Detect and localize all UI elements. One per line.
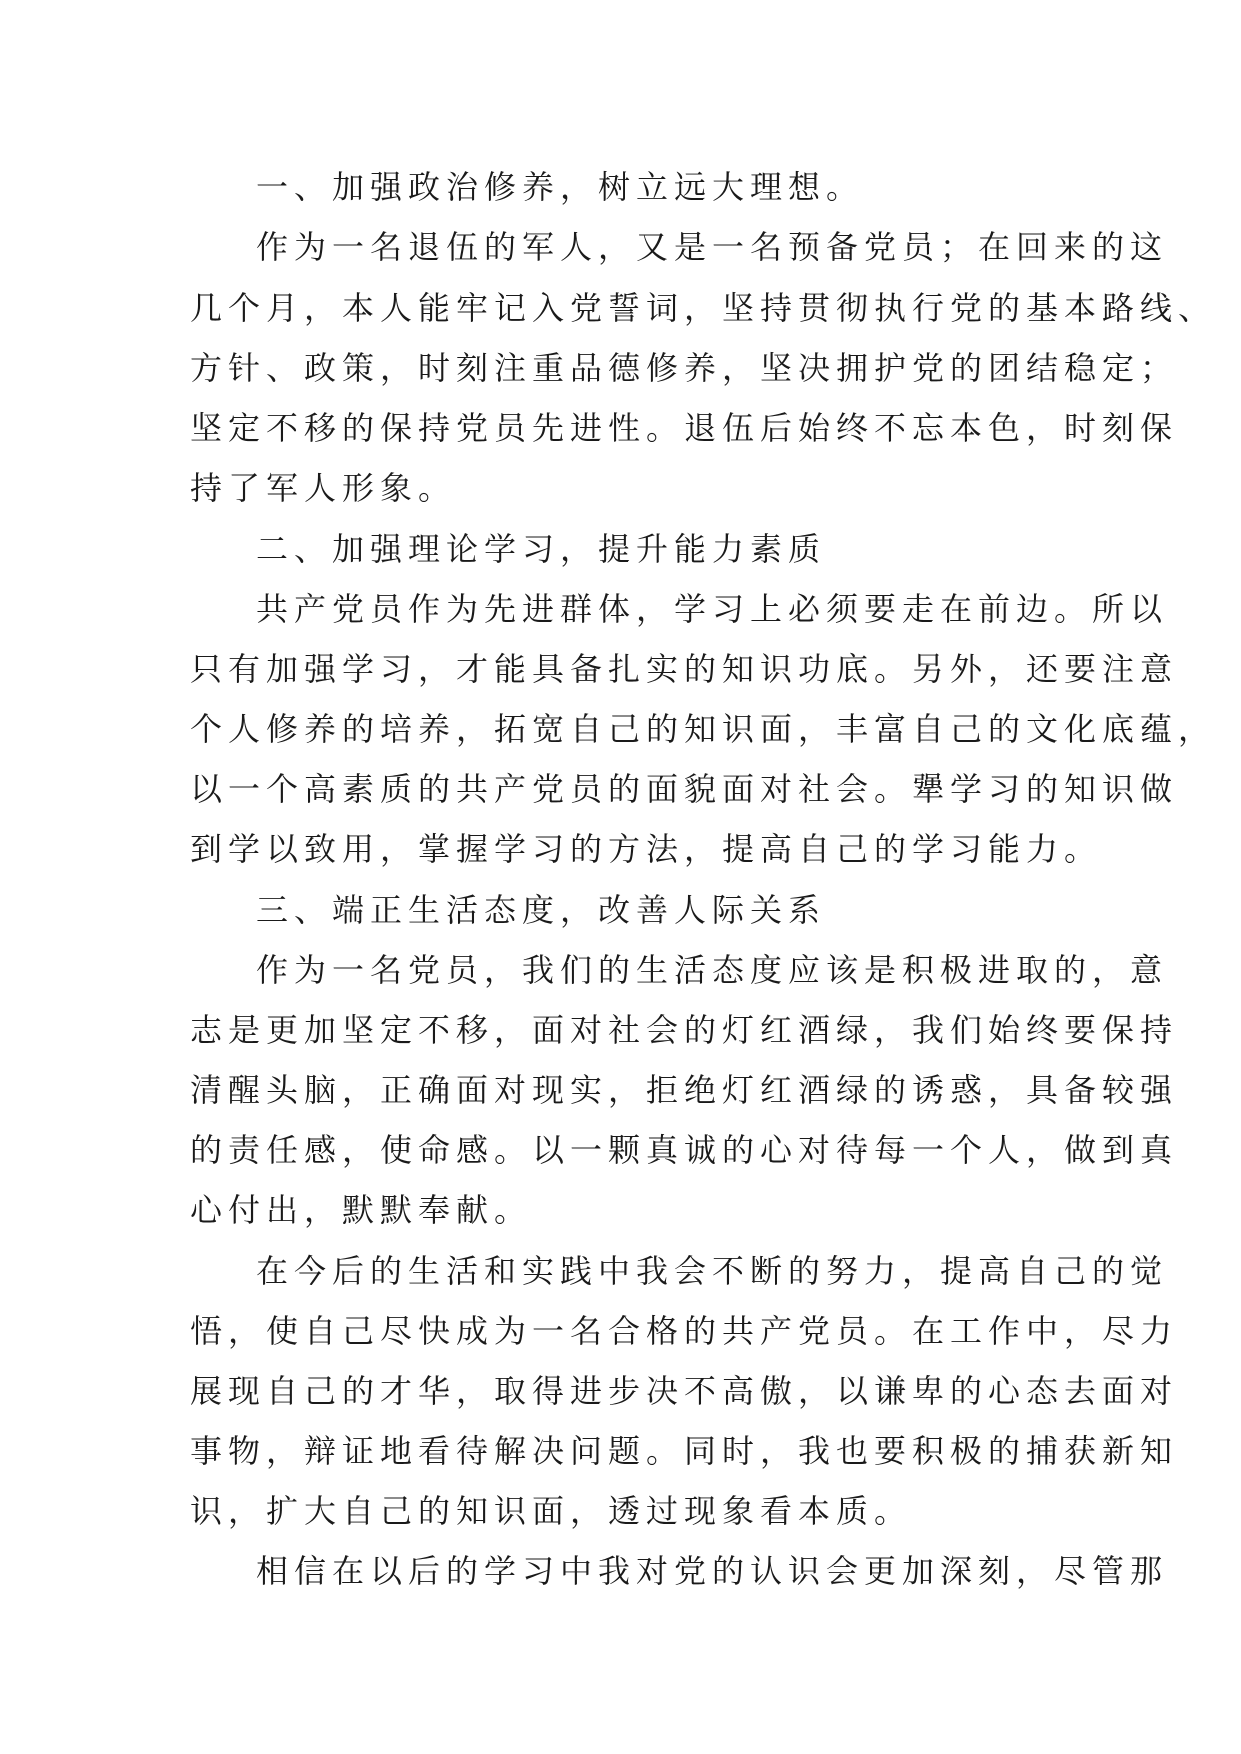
paragraph-line: 展现自己的才华，取得进步决不高傲，以谦卑的心态去面对 [190, 1372, 1179, 1410]
paragraph-line: 到学以致用，掌握学习的方法，提高自己的学习能力。 [190, 830, 1103, 868]
paragraph-line: 坚定不移的保持党员先进性。退伍后始终不忘本色，时刻保 [190, 409, 1179, 447]
paragraph-line: 的责任感，使命感。以一颗真诚的心对待每一个人，做到真 [190, 1131, 1179, 1169]
paragraph-line: 相信在以后的学习中我对党的认识会更加深刻，尽管那 [256, 1552, 1169, 1590]
paragraph-line: 个人修养的培养，拓宽自己的知识面，丰富自己的文化底蕴， [190, 710, 1217, 748]
paragraph-line: 悟，使自己尽快成为一名合格的共产党员。在工作中，尽力 [190, 1312, 1179, 1350]
paragraph-line: 作为一名退伍的军人，又是一名预备党员；在回来的这 [256, 228, 1169, 266]
paragraph-line: 方针、政策，时刻注重品德修养，坚决拥护党的团结稳定； [190, 349, 1179, 387]
paragraph-line: 心付出，默默奉献。 [190, 1191, 533, 1229]
paragraph-line: 在今后的生活和实践中我会不断的努力，提高自己的觉 [256, 1252, 1169, 1290]
paragraph-line: 只有加强学习，才能具备扎实的知识功底。另外，还要注意 [190, 650, 1179, 688]
paragraph-line: 以一个高素质的共产党员的面貌面对社会。犟学习的知识做 [190, 770, 1179, 808]
heading-theory-study: 二、加强理论学习，提升能力素质 [256, 530, 827, 568]
paragraph-line: 清醒头脑，正确面对现实，拒绝灯红酒绿的诱惑，具备较强 [190, 1071, 1179, 1109]
paragraph-line: 持了军人形象。 [190, 469, 457, 507]
heading-life-attitude: 三、端正生活态度，改善人际关系 [256, 891, 827, 929]
paragraph-line: 作为一名党员，我们的生活态度应该是积极进取的，意 [256, 951, 1169, 989]
paragraph-line: 识，扩大自己的知识面，透过现象看本质。 [190, 1492, 913, 1530]
heading-political-cultivation: 一、加强政治修养，树立远大理想。 [256, 168, 865, 206]
paragraph-line: 志是更加坚定不移，面对社会的灯红酒绿，我们始终要保持 [190, 1011, 1179, 1049]
paragraph-line: 共产党员作为先进群体，学习上必须要走在前边。所以 [256, 590, 1169, 628]
paragraph-line: 事物，辩证地看待解决问题。同时，我也要积极的捕获新知 [190, 1432, 1179, 1470]
paragraph-line: 几个月，本人能牢记入党誓词，坚持贯彻执行党的基本路线、 [190, 289, 1217, 327]
